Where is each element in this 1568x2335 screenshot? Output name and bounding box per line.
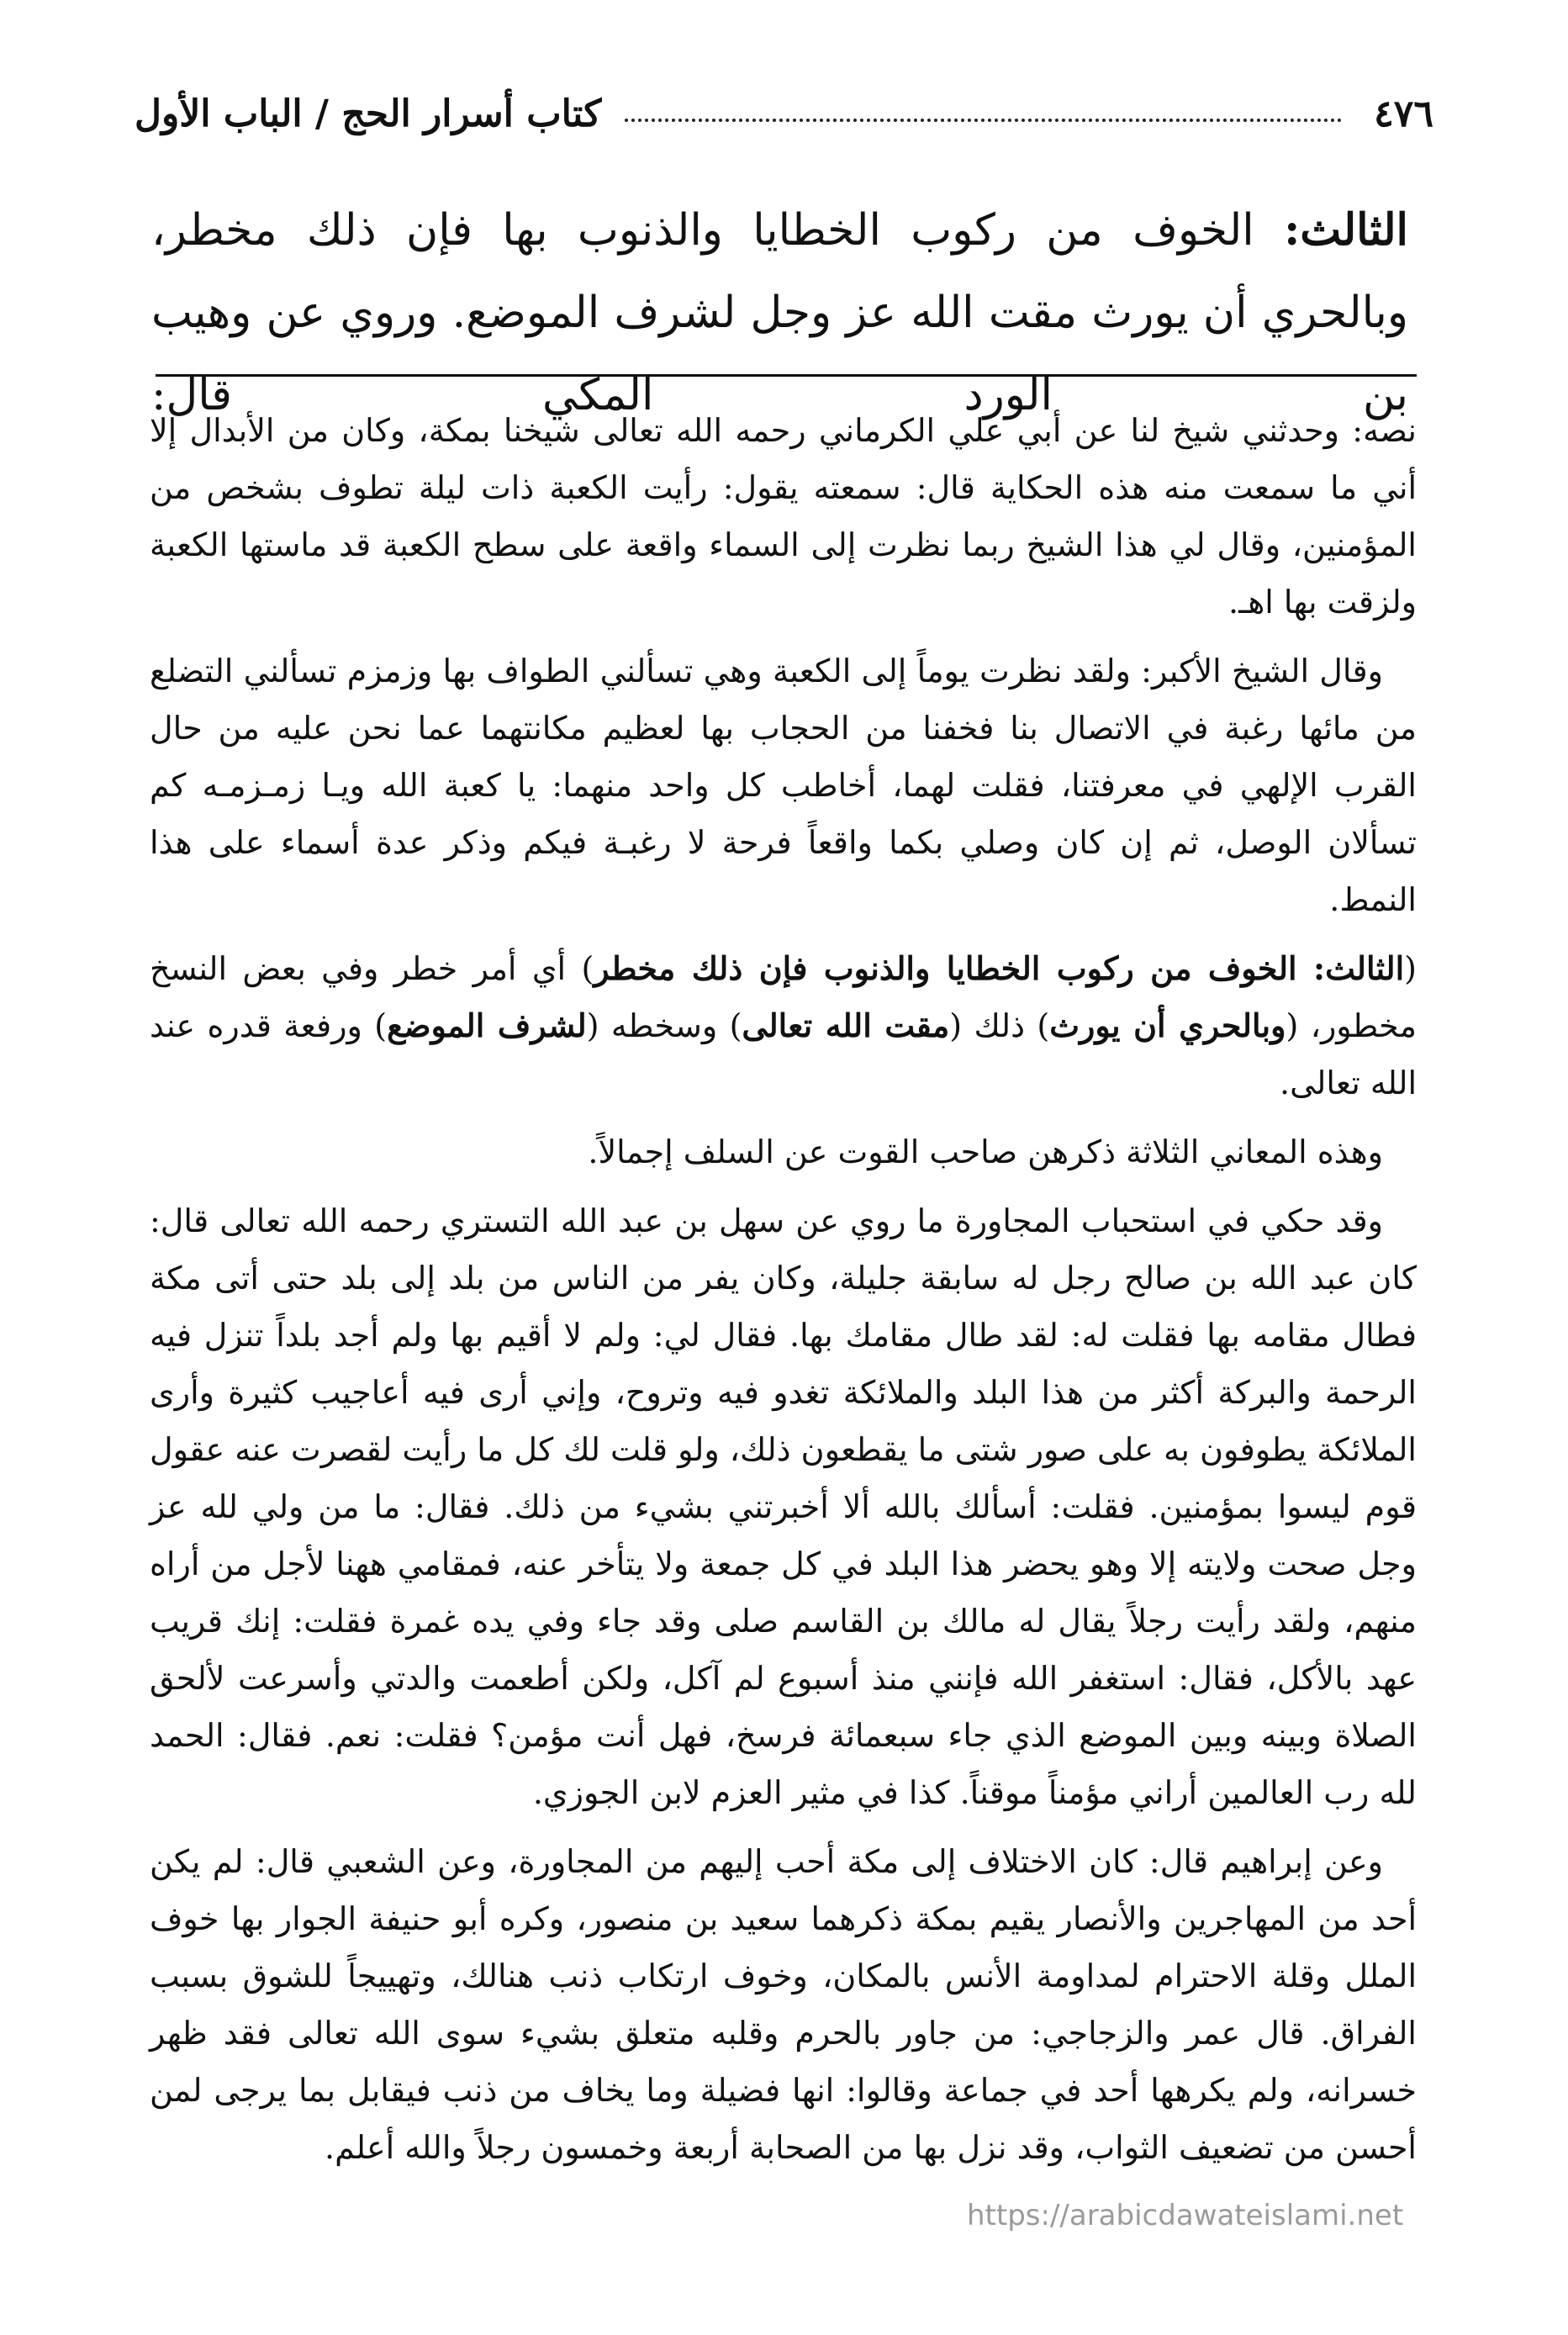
watermark-url: https://arabicdawateislami.net — [967, 2199, 1404, 2232]
note-3-quote-2: وبالحري أن يورث — [1049, 1006, 1286, 1044]
page-number: ٤٧٦ — [1374, 92, 1433, 135]
note-paragraph-1: نصه: وحدثني شيخ لنا عن أبي علي الكرماني رحمه الله تعالى شيخنا بمكة، وكان من الأبدال إلا أني ما سمعت منه هذه الحكاية قال: سمعته يقول: رأيت الكعبة ذات ليلة تطوف بشخص من المؤمنين، وقال لي هذا الشيخ ربما نظرت إلى السماء واقعة على سطح الكعبة قد ماستها الكعبة ولزقت بها اهـ. — [150, 412, 1417, 621]
note-paragraph-4: وهذه المعاني الثلاثة ذكرهن صاحب القوت عن السلف إجمالاً. — [588, 1133, 1383, 1170]
note-3-quote-3: مقت الله تعالى — [742, 1006, 950, 1044]
running-title: كتاب أسرار الحج / الباب الأول — [135, 92, 602, 135]
commentary-notes — [150, 402, 1417, 2188]
page-header — [135, 80, 1433, 147]
note-3-quote-1: الثالث: الخوف من ركوب الخطايا والذنوب فإن ذلك مخطر — [594, 949, 1405, 987]
note-3-quote-4: لشرف الموضع — [387, 1006, 587, 1044]
note-paragraph-5: وقد حكي في استحباب المجاورة ما روي عن سهل بن عبد الله التستري رحمه الله تعالى قال: كان عبد الله بن صالح رجل له سابقة جليلة، وكان يفر من الناس من بلد إلى بلد حتى أتى مكة فطال مقامه بها فقلت له: لقد طال مقامك بها. فقال لي: ولم لا أقيم بها ولم أجد بلداً تنزل فيه الرحمة والبركة أكثر من هذا البلد والملائكة تغدو فيه وتروح، وإني أرى فيه أعاجيب كثيرة وأرى الملائكة يطوفون به على صور شتى ما يقطعون ذلك، ولو قلت لك كل ما رأيت لقصرت عنه عقول قوم ليسوا بمؤمنين. فقلت: أسألك بالله ألا أخبرتني بشيء من ذلك. فقال: ما من ولي لله عز وجل صحت ولايته إلا وهو يحضر هذا البلد في كل جمعة ولا يتأخر عنه، فمقامي ههنا لأجل من أراه منهم، ولقد رأيت رجلاً يقال له مالك بن القاسم صلى وقد جاء وفي يده غمرة فقلت: إنك قريب عهد بالأكل، فقال: استغفر الله فإنني منذ أسبوع لم آكل، ولكن أطعمت والدتي وأسرعت لألحق الصلاة وبينه وبين الموضع الذي جاء سبعمائة فرسخ، فهل أنت مؤمن؟ فقلت: نعم. فقال: الحمد لله رب العالمين أراني مؤمناً موقناً. كذا في مثير العزم لابن الجوزي. — [150, 1202, 1417, 1811]
note-paragraph-2: وقال الشيخ الأكبر: ولقد نظرت يوماً إلى الكعبة وهي تسألني الطواف بها وزمزم تسألني التضلع من مائها رغبة في الاتصال بنا فخفنا من الحجاب بها لعظيم مكانتهما عما نحن عليه من حال القرب الإلهي في معرفتنا، فقلت لهما، أخاطب كل واحد منهما: يا كعبة الله ويـا زمـزمـه كم تسألان الوصل، ثم إن كان وصلي بكما واقعاً فرحة لا رغبـة فيكم وذكر عدة أسماء على هذا النمط. — [150, 652, 1417, 918]
note-paragraph-6: وعن إبراهيم قال: كان الاختلاف إلى مكة أحب إليهم من المجاورة، وعن الشعبي قال: لم يكن أحد من المهاجرين والأنصار يقيم بمكة ذكرهما سعيد بن منصور، وكره أبو حنيفة الجوار بها خوف الملل وقلة الاحترام لمداومة الأنس بالمكان، وخوف ارتكاب ذنب هنالك، وتهييجاً للشوق بسبب الفراق. قال عمر والزجاجي: من جاور بالحرم وقلبه متعلق بشيء سوى الله تعالى فقد ظهر خسرانه، ولم يكرهها أحد في جماعة وقالوا: انها فضيلة وما يخاف من ذنب فيقابل بما يرجى لمن أحسن من تضعيف الثواب، وقد نزل بها من الصحابة أربعة وخمسون رجلاً والله أعلم. — [150, 1843, 1417, 2166]
main-text-body: الخوف من ركوب الخطايا والذنوب بها فإن ذلك مخطر، وبالحري أن يورث مقت الله عز وجل لشرف الموضع. وروي عن وهيب بن الورد المكي قال: — [151, 205, 1408, 420]
note-3-text-2: ) ذلك ( — [949, 1007, 1050, 1044]
footnote-separator-rule — [156, 374, 1417, 377]
note-3-open: ( — [1404, 950, 1417, 987]
note-3-text-4: ) ورفعة قدره عند الله تعالى. — [150, 1007, 1417, 1101]
note-3-text-1: ) أي أمر خطر وفي بعض النسخ مخطور، ( — [150, 950, 1417, 1044]
note-paragraph-3 — [150, 940, 1417, 1112]
main-text-lead: الثالث: — [1284, 204, 1408, 256]
main-text — [151, 189, 1408, 436]
header-dot-leader — [625, 119, 1342, 122]
note-3-text-3: ) وسخطه ( — [586, 1007, 742, 1044]
